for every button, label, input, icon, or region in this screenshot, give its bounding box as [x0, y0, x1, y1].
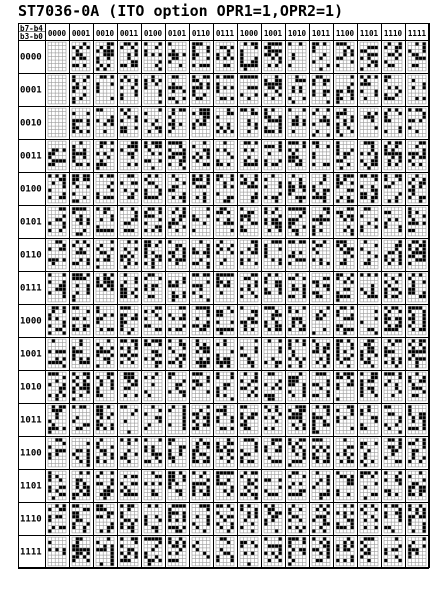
row-label: 1000 [20, 316, 42, 327]
glyph-cell [96, 372, 115, 401]
glyph-cell [312, 240, 331, 269]
glyph-cell [72, 207, 91, 236]
glyph-cell [264, 141, 283, 170]
glyph-cell [120, 207, 139, 236]
glyph-cell [384, 372, 403, 401]
row-label: 0010 [20, 118, 42, 129]
glyph-cell [336, 372, 355, 401]
glyph-cell [336, 174, 355, 203]
glyph-cell [168, 504, 187, 533]
glyph-cell [408, 42, 427, 71]
page-title: ST7036-0A (ITO option OPR1=1,OPR2=1) [18, 2, 344, 20]
glyph-cell [408, 207, 427, 236]
glyph-cell [216, 174, 235, 203]
glyph-cell [168, 42, 187, 71]
glyph-cell [96, 207, 115, 236]
glyph-cell [168, 339, 187, 368]
glyph-cell [288, 42, 307, 71]
glyph-cell [144, 405, 163, 434]
glyph-cell [72, 240, 91, 269]
glyph-cell [312, 438, 331, 467]
glyph-cell [120, 75, 139, 104]
glyph-cell [384, 405, 403, 434]
glyph-cell [360, 207, 379, 236]
glyph-cell [384, 174, 403, 203]
glyph-cell [48, 273, 67, 302]
glyph-cell [48, 108, 67, 137]
row-label: 0101 [20, 217, 42, 228]
column-header: 1000 [239, 29, 259, 38]
glyph-cell [144, 141, 163, 170]
glyph-cell [144, 75, 163, 104]
glyph-cell [264, 240, 283, 269]
glyph-cell [192, 405, 211, 434]
glyph-cell [168, 273, 187, 302]
glyph-cell [312, 108, 331, 137]
column-header: 1100 [335, 29, 355, 38]
column-header: 0011 [119, 29, 139, 38]
glyph-cell [120, 537, 139, 566]
glyph-cell [72, 75, 91, 104]
glyph-cell [312, 207, 331, 236]
glyph-cell [336, 141, 355, 170]
glyph-cell [360, 504, 379, 533]
glyph-cell [216, 438, 235, 467]
glyph-cell [384, 240, 403, 269]
glyph-cell [240, 75, 259, 104]
glyph-cell [48, 504, 67, 533]
glyph-cell [360, 405, 379, 434]
glyph-cell [288, 207, 307, 236]
glyph-cell [168, 372, 187, 401]
column-header: 0010 [95, 29, 115, 38]
corner-label-top: b7-b4 [20, 24, 43, 33]
glyph-cell [216, 504, 235, 533]
glyph-cell [120, 240, 139, 269]
glyph-cell [72, 108, 91, 137]
glyph-cell [240, 174, 259, 203]
glyph-cell [144, 471, 163, 500]
glyph-cell [48, 42, 67, 71]
column-header: 0001 [71, 29, 91, 38]
glyph-cell [264, 504, 283, 533]
glyph-cell [408, 438, 427, 467]
glyph-cell [96, 471, 115, 500]
glyph-cell [144, 240, 163, 269]
glyph-cell [408, 471, 427, 500]
glyph-cell [408, 108, 427, 137]
glyph-cell [264, 537, 283, 566]
glyph-cell [216, 537, 235, 566]
glyph-cell [264, 471, 283, 500]
glyph-cell [264, 108, 283, 137]
glyph-cell [72, 537, 91, 566]
glyph-cell [336, 306, 355, 335]
row-label: 0111 [20, 283, 42, 294]
glyph-cell [144, 174, 163, 203]
glyph-cell [168, 141, 187, 170]
glyph-cell [240, 504, 259, 533]
glyph-cell [216, 42, 235, 71]
glyph-cell [72, 471, 91, 500]
glyph-cell [288, 471, 307, 500]
glyph-cell [240, 207, 259, 236]
glyph-cell [48, 537, 67, 566]
glyph-cell [96, 174, 115, 203]
glyph-cell [360, 372, 379, 401]
glyph-cell [216, 273, 235, 302]
glyph-cell [240, 339, 259, 368]
row-label: 0011 [20, 151, 42, 162]
glyph-cell [120, 273, 139, 302]
glyph-cell [192, 174, 211, 203]
glyph-cell [240, 372, 259, 401]
glyph-cell [288, 174, 307, 203]
glyph-cell [168, 306, 187, 335]
glyph-cell [384, 306, 403, 335]
glyph-cell [96, 141, 115, 170]
glyph-cell [192, 141, 211, 170]
glyph-cell [384, 504, 403, 533]
glyph-cell [48, 141, 67, 170]
glyph-cell [120, 405, 139, 434]
glyph-cell [144, 504, 163, 533]
glyph-cell [336, 207, 355, 236]
glyph-cell [192, 537, 211, 566]
glyph-cell [216, 207, 235, 236]
glyph-cell [192, 207, 211, 236]
glyph-cell [72, 42, 91, 71]
glyph-cell [240, 141, 259, 170]
glyph-cell [48, 405, 67, 434]
glyph-cell [96, 42, 115, 71]
glyph-cell [384, 75, 403, 104]
column-header: 1111 [407, 29, 427, 38]
glyph-cell [72, 504, 91, 533]
glyph-cell [312, 42, 331, 71]
glyph-cell [288, 75, 307, 104]
glyph-cell [192, 339, 211, 368]
glyph-cell [120, 372, 139, 401]
glyph-cell [144, 273, 163, 302]
glyph-cell [384, 108, 403, 137]
glyph-cell [96, 438, 115, 467]
glyph-cell [288, 438, 307, 467]
row-label: 1010 [20, 382, 42, 393]
glyph-cell [288, 537, 307, 566]
glyph-cell [384, 537, 403, 566]
glyph-cell [192, 273, 211, 302]
glyph-cell [312, 504, 331, 533]
glyph-cell [72, 372, 91, 401]
glyph-cell [408, 75, 427, 104]
glyph-cell [168, 240, 187, 269]
glyph-cell [168, 405, 187, 434]
glyph-cell [96, 504, 115, 533]
glyph-cell [96, 108, 115, 137]
glyph-cell [144, 108, 163, 137]
column-header: 0111 [215, 29, 235, 38]
glyph-cell [72, 141, 91, 170]
glyph-cell [168, 174, 187, 203]
glyph-cell [144, 372, 163, 401]
glyph-cell [288, 306, 307, 335]
glyph-cell [288, 405, 307, 434]
glyph-cell [216, 141, 235, 170]
glyph-cell [360, 438, 379, 467]
glyph-cell [144, 339, 163, 368]
glyph-cell [336, 42, 355, 71]
corner-label-bottom: b3-b0 [20, 32, 43, 41]
corner-header [20, 24, 43, 41]
glyph-cell [192, 75, 211, 104]
glyph-cell [336, 471, 355, 500]
glyph-cell [120, 504, 139, 533]
glyph-cell [336, 273, 355, 302]
glyph-cell [120, 471, 139, 500]
glyph-cell [216, 75, 235, 104]
glyph-cell [264, 207, 283, 236]
glyph-cell [360, 42, 379, 71]
glyph-cell [48, 240, 67, 269]
row-label: 1110 [20, 514, 42, 525]
row-label: 0001 [20, 85, 42, 96]
glyph-cell [240, 108, 259, 137]
row-label: 1100 [20, 448, 42, 459]
glyph-cell [168, 75, 187, 104]
glyph-cell [264, 75, 283, 104]
glyph-cell [192, 240, 211, 269]
glyph-cell [48, 306, 67, 335]
glyph-cell [384, 471, 403, 500]
glyph-cell [240, 471, 259, 500]
glyph-cell [216, 372, 235, 401]
glyph-cell [240, 537, 259, 566]
glyph-cell [312, 174, 331, 203]
glyph-cell [144, 438, 163, 467]
glyph-cell [264, 405, 283, 434]
glyph-cell [240, 273, 259, 302]
glyph-cell [240, 405, 259, 434]
glyph-cell [48, 471, 67, 500]
glyph-cell [96, 537, 115, 566]
glyph-cell [72, 174, 91, 203]
glyph-cell [360, 471, 379, 500]
glyph-cell [72, 438, 91, 467]
glyph-cell [144, 207, 163, 236]
column-header: 1011 [311, 29, 331, 38]
glyph-cell [336, 240, 355, 269]
glyph-cell [120, 438, 139, 467]
glyph-cell [72, 339, 91, 368]
glyph-cell [144, 42, 163, 71]
glyph-cell [48, 372, 67, 401]
column-header: 0101 [167, 29, 187, 38]
glyph-cell [312, 141, 331, 170]
glyph-cell [288, 504, 307, 533]
glyph-cell [288, 339, 307, 368]
character-table [18, 23, 433, 569]
glyph-cell [360, 339, 379, 368]
glyph-cell [312, 537, 331, 566]
glyph-cell [312, 273, 331, 302]
glyph-cell [408, 339, 427, 368]
glyph-cell [384, 141, 403, 170]
glyph-cell [384, 207, 403, 236]
glyph-cell [360, 306, 379, 335]
glyph-cell [192, 471, 211, 500]
glyph-cell [192, 306, 211, 335]
glyph-cell [192, 108, 211, 137]
glyph-cell [408, 372, 427, 401]
glyph-cell [408, 240, 427, 269]
glyph-cell [336, 75, 355, 104]
glyph-cell [408, 273, 427, 302]
glyph-cell [312, 405, 331, 434]
glyph-cell [288, 372, 307, 401]
glyph-cell [192, 42, 211, 71]
glyph-cell [264, 174, 283, 203]
glyph-cell [48, 339, 67, 368]
glyph-cell [216, 108, 235, 137]
glyph-cell [336, 504, 355, 533]
glyph-cell [72, 405, 91, 434]
glyph-cell [96, 306, 115, 335]
glyph-cell [144, 306, 163, 335]
glyph-cell [408, 141, 427, 170]
glyph-cell [336, 537, 355, 566]
glyph-cell [192, 438, 211, 467]
glyph-cell [216, 339, 235, 368]
column-header: 1110 [383, 29, 403, 38]
glyph-cell [288, 141, 307, 170]
row-label: 0000 [20, 52, 42, 63]
glyph-cell [168, 207, 187, 236]
glyph-cell [360, 174, 379, 203]
glyph-cell [336, 108, 355, 137]
glyph-cell [408, 504, 427, 533]
glyph-cell [288, 240, 307, 269]
glyph-cell [408, 306, 427, 335]
glyph-cell [240, 438, 259, 467]
glyph-cell [168, 471, 187, 500]
row-label: 0100 [20, 184, 42, 195]
glyph-cell [48, 75, 67, 104]
glyph-cell [120, 339, 139, 368]
glyph-cell [264, 273, 283, 302]
glyph-cell [360, 537, 379, 566]
glyph-cell [216, 405, 235, 434]
glyph-cell [264, 42, 283, 71]
glyph-cell [96, 240, 115, 269]
glyph-cell [144, 537, 163, 566]
glyph-cell [336, 405, 355, 434]
glyph-cell [168, 537, 187, 566]
glyph-cell [96, 405, 115, 434]
column-header: 0110 [191, 29, 211, 38]
glyph-cell [288, 273, 307, 302]
glyph-cell [192, 504, 211, 533]
column-header: 0000 [47, 29, 67, 38]
column-header: 1001 [263, 29, 283, 38]
glyph-cell [408, 174, 427, 203]
glyph-cell [240, 306, 259, 335]
glyph-cell [264, 438, 283, 467]
glyph-cell [48, 438, 67, 467]
glyph-cell [48, 174, 67, 203]
glyph-cell [312, 306, 331, 335]
column-header: 1101 [359, 29, 379, 38]
glyph-cell [216, 471, 235, 500]
glyph-cell [336, 438, 355, 467]
glyph-cell [312, 471, 331, 500]
column-header: 0100 [143, 29, 163, 38]
glyph-cell [408, 537, 427, 566]
column-header: 1010 [287, 29, 307, 38]
glyph-cell [120, 42, 139, 71]
glyph-cell [360, 240, 379, 269]
glyph-cell [264, 306, 283, 335]
glyph-cell [384, 438, 403, 467]
glyph-cell [312, 372, 331, 401]
glyph-cell [408, 405, 427, 434]
glyph-cell [288, 108, 307, 137]
glyph-cell [264, 372, 283, 401]
glyph-cell [360, 141, 379, 170]
glyph-cell [384, 339, 403, 368]
glyph-cell [360, 75, 379, 104]
glyph-cell [336, 339, 355, 368]
glyph-cell [72, 273, 91, 302]
glyph-cell [216, 240, 235, 269]
glyph-cell [168, 438, 187, 467]
glyph-cell [384, 42, 403, 71]
glyph-cell [120, 306, 139, 335]
glyph-cell [192, 372, 211, 401]
glyph-cell [312, 339, 331, 368]
glyph-cell [48, 207, 67, 236]
glyph-cell [360, 273, 379, 302]
glyph-cell [264, 339, 283, 368]
row-label: 1101 [20, 481, 42, 492]
glyph-cell [96, 75, 115, 104]
glyph-cell [240, 42, 259, 71]
row-label: 1001 [20, 349, 42, 360]
glyph-cell [120, 141, 139, 170]
glyph-cell [216, 306, 235, 335]
glyph-cell [72, 306, 91, 335]
glyph-cell [96, 273, 115, 302]
row-label: 0110 [20, 250, 42, 261]
row-label: 1111 [20, 547, 42, 558]
glyph-cell [240, 240, 259, 269]
glyph-cell [384, 273, 403, 302]
glyph-cell [120, 174, 139, 203]
glyph-cell [96, 339, 115, 368]
glyph-cell [168, 108, 187, 137]
glyph-cell [120, 108, 139, 137]
row-label: 1011 [20, 415, 42, 426]
glyph-cell [312, 75, 331, 104]
glyph-cell [360, 108, 379, 137]
